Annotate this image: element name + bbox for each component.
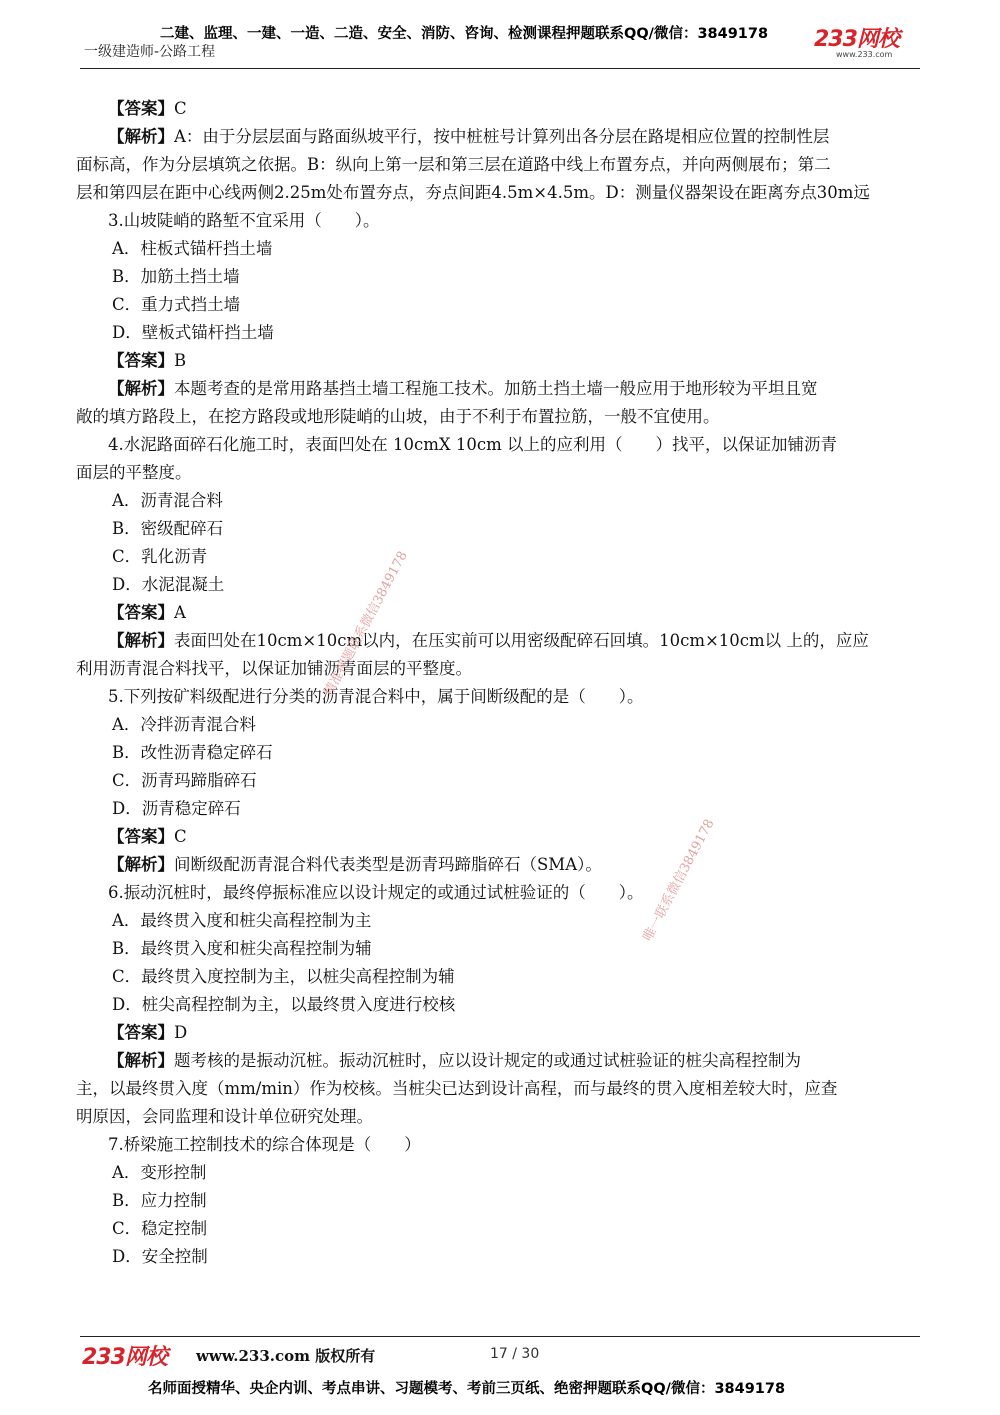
watermark-1: 精准押题联系微信3849178 xyxy=(321,548,411,699)
footer-copyright: www.233.com 版权所有 xyxy=(196,1347,376,1365)
line-text: D．安全控制 xyxy=(112,1247,208,1266)
text-line xyxy=(76,235,924,263)
text-line xyxy=(76,795,924,823)
text-line xyxy=(76,1159,924,1187)
header-banner: 二建、监理、一建、一造、二造、安全、消防、咨询、检测课程押题联系QQ/微信：3849178 xyxy=(160,26,769,42)
line-text: A．沥青混合料 xyxy=(112,491,223,510)
line-text: B．加筋土挡土墙 xyxy=(112,267,240,286)
line-text: C．最终贯入度控制为主，以桩尖高程控制为辅 xyxy=(112,967,455,986)
text-line xyxy=(76,459,924,487)
line-text: 面层的平整度。 xyxy=(76,463,192,482)
section-label: 【解析】 xyxy=(108,379,174,398)
text-line xyxy=(76,95,924,123)
line-text: A xyxy=(174,603,186,622)
line-text: 本题考查的是常用路基挡土墙工程施工技术。加筋土挡土墙一般应用于地形较为平坦且宽 xyxy=(174,379,818,398)
watermark-2: 唯一联系微信3849178 xyxy=(640,816,718,944)
line-text: 6.振动沉桩时，最终停振标准应以设计规定的或通过试桩验证的（ ）。 xyxy=(108,883,644,902)
line-text: B．密级配碎石 xyxy=(112,519,224,538)
line-text: 5.下列按矿料级配进行分类的沥青混合料中，属于间断级配的是（ ）。 xyxy=(108,687,644,706)
line-text: B．最终贯入度和桩尖高程控制为辅 xyxy=(112,939,372,958)
section-label: 【答案】 xyxy=(108,603,174,622)
text-line xyxy=(76,823,924,851)
text-line xyxy=(76,627,924,655)
line-text: 层和第四层在距中心线两侧2.25m处布置夯点，夯点间距4.5m×4.5m。D：测量仪器架设在距离夯点30m远 xyxy=(76,183,870,202)
text-line xyxy=(76,1187,924,1215)
line-text: A．最终贯入度和桩尖高程控制为主 xyxy=(112,911,372,930)
text-line xyxy=(76,347,924,375)
line-text: 表面凹处在10cm×10cm以内，在压实前可以用密级配碎石回填。10cm×10cm以 上的，应应 xyxy=(174,631,869,650)
brand-logo xyxy=(814,28,924,64)
text-line xyxy=(76,991,924,1019)
logo-text: 233网校 xyxy=(814,27,899,52)
line-text: 7.桥梁施工控制技术的综合体现是（ ） xyxy=(108,1135,421,1154)
section-label: 【答案】 xyxy=(108,1023,174,1042)
document-subtitle: 一级建造师-公路工程 xyxy=(84,44,216,60)
line-text: 3.山坡陡峭的路堑不宜采用（ ）。 xyxy=(108,211,380,230)
document-body xyxy=(76,95,924,1271)
text-line xyxy=(76,431,924,459)
text-line xyxy=(76,515,924,543)
text-line xyxy=(76,907,924,935)
text-line xyxy=(76,403,924,431)
line-text: B xyxy=(174,351,187,370)
line-text: 主，以最终贯入度（mm/min）作为校核。当桩尖已达到设计高程，而与最终的贯入度相差较大时，应查 xyxy=(76,1079,838,1098)
section-label: 【答案】 xyxy=(108,827,174,846)
text-line xyxy=(76,935,924,963)
section-label: 【解析】 xyxy=(108,127,174,146)
text-line xyxy=(76,1243,924,1271)
text-line xyxy=(76,963,924,991)
footer-logo: 233网校 xyxy=(82,1345,167,1370)
logo-url: www.233.com xyxy=(836,50,893,59)
text-line xyxy=(76,599,924,627)
line-text: 利用沥青混合料找平，以保证加铺沥青面层的平整度。 xyxy=(76,659,472,678)
page-number: 17 / 30 xyxy=(490,1346,540,1362)
line-text: 明原因，会同监理和设计单位研究处理。 xyxy=(76,1107,373,1126)
line-text: A．变形控制 xyxy=(112,1163,207,1182)
text-line xyxy=(76,207,924,235)
line-text: D．水泥混凝土 xyxy=(112,575,225,594)
header-divider xyxy=(80,68,920,69)
text-line xyxy=(76,1103,924,1131)
section-label: 【解析】 xyxy=(108,631,174,650)
footer-banner: 名师面授精华、央企内训、考点串讲、习题模考、考前三页纸、绝密押题联系QQ/微信：3849178 xyxy=(148,1381,786,1397)
section-label: 【答案】 xyxy=(108,99,174,118)
line-text: 面标高，作为分层填筑之依据。B：纵向上第一层和第三层在道路中线上布置夯点，并向两侧展布；第二 xyxy=(76,155,831,174)
line-text: C xyxy=(174,99,187,118)
text-line xyxy=(76,1075,924,1103)
line-text: A．柱板式锚杆挡土墙 xyxy=(112,239,273,258)
line-text: C xyxy=(174,827,187,846)
text-line xyxy=(76,375,924,403)
line-text: A：由于分层层面与路面纵坡平行，按中桩桩号计算列出各分层在路堤相应位置的控制性层 xyxy=(174,127,830,146)
text-line xyxy=(76,319,924,347)
line-text: 敞的填方路段上，在挖方路段或地形陡峭的山坡，由于不利于布置拉筋，一般不宜使用。 xyxy=(76,407,720,426)
text-line xyxy=(76,851,924,879)
text-line xyxy=(76,123,924,151)
text-line xyxy=(76,711,924,739)
text-line xyxy=(76,739,924,767)
line-text: C．沥青玛蹄脂碎石 xyxy=(112,771,257,790)
line-text: D．桩尖高程控制为主，以最终贯入度进行校核 xyxy=(112,995,456,1014)
line-text: B．应力控制 xyxy=(112,1191,207,1210)
text-line xyxy=(76,571,924,599)
text-line xyxy=(76,1019,924,1047)
text-line xyxy=(76,291,924,319)
line-text: D xyxy=(174,1023,188,1042)
line-text: D．壁板式锚杆挡土墙 xyxy=(112,323,274,342)
line-text: C．稳定控制 xyxy=(112,1219,208,1238)
line-text: 间断级配沥青混合料代表类型是沥青玛蹄脂碎石（SMA）。 xyxy=(174,855,602,874)
text-line xyxy=(76,1131,924,1159)
text-line xyxy=(76,767,924,795)
line-text: C．乳化沥青 xyxy=(112,547,208,566)
line-text: D．沥青稳定碎石 xyxy=(112,799,241,818)
text-line xyxy=(76,487,924,515)
section-label: 【答案】 xyxy=(108,351,174,370)
text-line xyxy=(76,655,924,683)
text-line xyxy=(76,179,924,207)
footer-divider xyxy=(80,1336,920,1337)
section-label: 【解析】 xyxy=(108,855,174,874)
section-label: 【解析】 xyxy=(108,1051,174,1070)
text-line xyxy=(76,543,924,571)
text-line xyxy=(76,1047,924,1075)
text-line xyxy=(76,683,924,711)
text-line xyxy=(76,263,924,291)
line-text: 题考核的是振动沉桩。振动沉桩时，应以设计规定的或通过试桩验证的桩尖高程控制为 xyxy=(174,1051,801,1070)
text-line xyxy=(76,1215,924,1243)
line-text: A．冷拌沥青混合料 xyxy=(112,715,256,734)
line-text: 4.水泥路面碎石化施工时，表面凹处在 10cmX 10cm 以上的应利用（ ）找平，以保证加铺沥青 xyxy=(108,435,837,454)
text-line xyxy=(76,151,924,179)
line-text: C．重力式挡土墙 xyxy=(112,295,241,314)
line-text: B．改性沥青稳定碎石 xyxy=(112,743,273,762)
text-line xyxy=(76,879,924,907)
